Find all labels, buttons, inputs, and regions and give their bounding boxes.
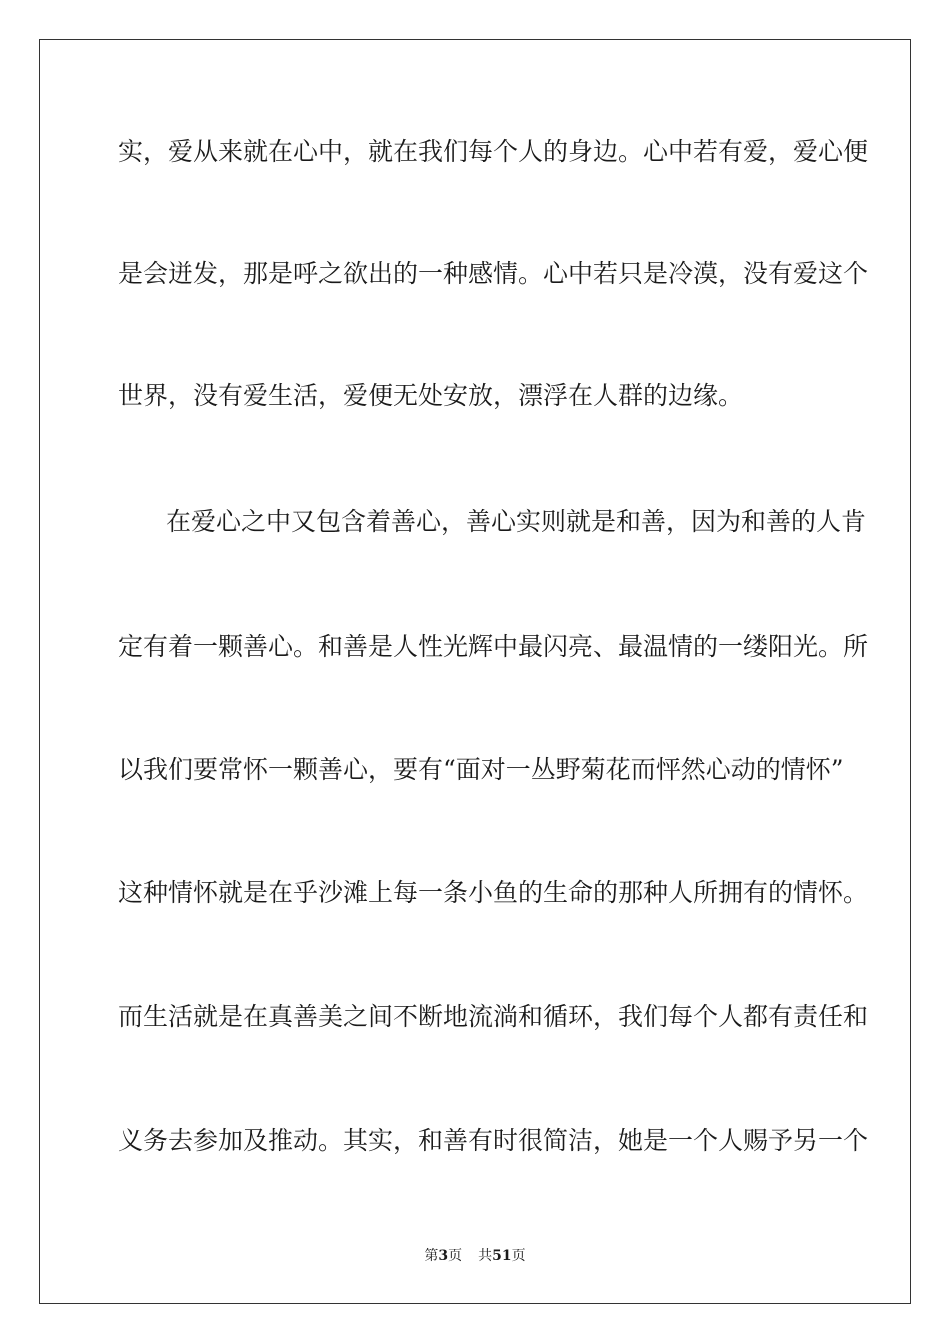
body-line-5: 定有着一颗善心。和善是人性光辉中最闪亮、最温情的一缕阳光。所 [118, 632, 869, 661]
body-line-4: 在爱心之中又包含着善心，善心实则就是和善，因为和善的人肯 [166, 507, 867, 536]
body-line-2: 是会迸发，那是呼之欲出的一种感情。心中若只是冷漠，没有爱这个 [118, 259, 869, 288]
page-number: 3 [438, 1248, 449, 1264]
body-line-3: 世界，没有爱生活，爱便无处安放，漂浮在人群的边缘。 [118, 381, 744, 410]
body-line-7: 这种情怀就是在乎沙滩上每一条小鱼的生命的那种人所拥有的情怀。 [118, 878, 869, 907]
page-footer [0, 1246, 950, 1266]
body-line-6: 以我们要常怀一颗善心，要有“面对一丛野菊花而怦然心动的情怀” [118, 755, 844, 784]
total-pages: 51 [492, 1248, 512, 1264]
page-prefix: 第 [424, 1248, 439, 1264]
page-border [39, 39, 911, 1304]
body-line-8: 而生活就是在真善美之间不断地流淌和循环，我们每个人都有责任和 [118, 1002, 869, 1031]
body-line-9: 义务去参加及推动。其实，和善有时很简洁，她是一个人赐予另一个 [118, 1126, 869, 1155]
total-prefix: 共 [478, 1248, 493, 1264]
total-suffix: 页 [511, 1248, 526, 1264]
page-suffix: 页 [448, 1248, 463, 1264]
body-line-1: 实，爱从来就在心中，就在我们每个人的身边。心中若有爱，爱心便 [118, 137, 869, 166]
